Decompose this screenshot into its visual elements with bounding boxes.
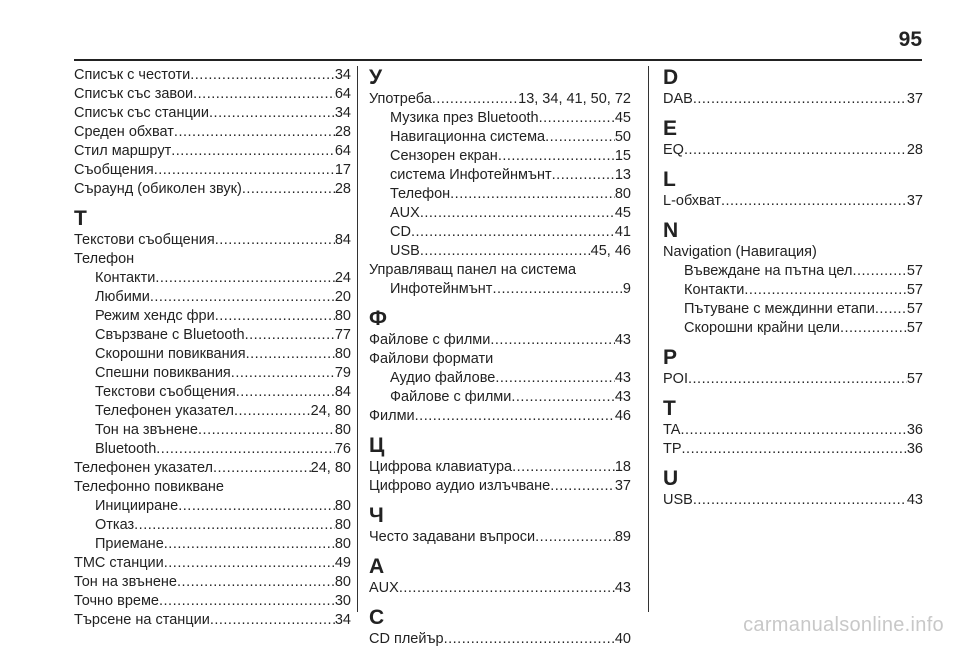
entry-page-ref: 80 [334, 517, 351, 533]
dot-leader [193, 85, 335, 104]
index-entry [663, 141, 923, 160]
entry-label: Употреба [369, 91, 432, 107]
entry-page-ref: 30 [334, 593, 351, 609]
entry-page-ref: 79 [334, 365, 351, 381]
entry-label: Списък със завои [74, 86, 194, 102]
entry-label: Телефонен указател [74, 460, 213, 476]
dot-leader [242, 180, 335, 199]
index-entry [74, 85, 351, 104]
dot-leader [840, 319, 907, 338]
dot-leader [688, 370, 907, 389]
index-subentry [369, 223, 631, 242]
entry-label: Файлове с филми [390, 389, 512, 405]
index-subentry [369, 204, 631, 223]
entry-label: Отказ [95, 517, 135, 533]
index-section [74, 207, 351, 630]
dot-leader [539, 109, 615, 128]
dot-leader [246, 345, 335, 364]
entry-label: Navigation (Навигация) [663, 244, 817, 260]
dot-leader [150, 288, 335, 307]
index-column-3 [663, 66, 923, 510]
section-letter: A [369, 555, 385, 578]
entry-label: TMC станции [74, 555, 164, 571]
entry-label: Любими [95, 289, 150, 305]
entry-page-ref: 24 [334, 270, 351, 286]
index-entry [74, 250, 351, 269]
dot-leader [545, 128, 615, 147]
entry-label: DAB [663, 91, 693, 107]
index-entry [663, 440, 923, 459]
entry-page-ref: 24, 80 [310, 460, 351, 476]
dot-leader [399, 579, 615, 598]
index-entry [663, 192, 923, 211]
entry-page-ref: 17 [334, 162, 351, 178]
index-entry [74, 180, 351, 199]
entry-page-ref: 9 [622, 281, 631, 297]
dot-leader [159, 592, 335, 611]
entry-label: система Инфотейнмънт [390, 167, 552, 183]
index-section [663, 397, 923, 459]
index-entry [74, 66, 351, 85]
dot-leader [177, 573, 335, 592]
entry-label: Точно време [74, 593, 159, 609]
index-subentry [663, 281, 923, 300]
entry-label: Съраунд (обиколен звук) [74, 181, 242, 197]
dot-leader [164, 535, 335, 554]
section-letter: Ч [369, 504, 384, 527]
entry-page-ref: 13, 34, 41, 50, 72 [518, 91, 631, 107]
entry-label: Въвеждане на пътна цел [684, 263, 853, 279]
index-subentry [74, 269, 351, 288]
dot-leader [450, 185, 615, 204]
entry-page-ref: 50 [614, 129, 631, 145]
index-entry [663, 421, 923, 440]
index-subentry [74, 516, 351, 535]
index-subentry [74, 535, 351, 554]
index-entry [663, 90, 923, 109]
dot-leader [213, 459, 311, 478]
entry-label: Режим хендс фри [95, 308, 215, 324]
index-column-1 [74, 66, 351, 630]
entry-label: Свързване с Bluetooth [95, 327, 245, 343]
entry-page-ref: 41 [614, 224, 631, 240]
index-entry [74, 573, 351, 592]
index-entry [369, 90, 631, 109]
entry-page-ref: 80 [334, 536, 351, 552]
index-section [74, 66, 351, 199]
index-subentry [74, 421, 351, 440]
dot-leader [155, 269, 335, 288]
entry-label: Телефонен указател [95, 403, 234, 419]
index-subentry [369, 147, 631, 166]
index-subentry [369, 185, 631, 204]
section-letter: D [663, 66, 679, 89]
index-subentry [663, 300, 923, 319]
entry-page-ref: 76 [334, 441, 351, 457]
dot-leader [817, 243, 923, 262]
entry-label: L-обхват [663, 193, 721, 209]
entry-page-ref: 80 [334, 498, 351, 514]
dot-leader [134, 250, 351, 269]
index-subentry [74, 383, 351, 402]
index-subentry [663, 262, 923, 281]
entry-page-ref: 28 [334, 181, 351, 197]
index-section [369, 307, 631, 426]
dot-leader [156, 440, 335, 459]
index-section [369, 66, 631, 299]
index-subentry [74, 288, 351, 307]
index-section [663, 219, 923, 338]
entry-label: Скорошни крайни цели [684, 320, 840, 336]
dot-leader [134, 516, 335, 535]
entry-label: Цифрово аудио излъчване [369, 478, 551, 494]
entry-page-ref: 15 [614, 148, 631, 164]
dot-leader [498, 147, 615, 166]
index-subentry [74, 402, 351, 421]
dot-leader [198, 421, 335, 440]
index-subentry [369, 166, 631, 185]
dot-leader [444, 630, 615, 649]
entry-page-ref: 34 [334, 612, 351, 628]
index-entry [74, 611, 351, 630]
section-letter: C [369, 606, 385, 629]
entry-page-ref: 84 [334, 384, 351, 400]
dot-leader [490, 331, 615, 350]
entry-page-ref: 80 [334, 346, 351, 362]
dot-leader [236, 383, 335, 402]
entry-label: Спешни повиквания [95, 365, 231, 381]
index-subentry [74, 307, 351, 326]
dot-leader [493, 350, 631, 369]
index-section [663, 168, 923, 211]
entry-label: Телефон [390, 186, 451, 202]
entry-label: AUX [390, 205, 420, 221]
entry-label: Среден обхват [74, 124, 174, 140]
index-subentry [74, 364, 351, 383]
entry-label: Контакти [95, 270, 156, 286]
entry-page-ref: 57 [906, 301, 923, 317]
entry-label: Филми [369, 408, 415, 424]
index-column-2 [369, 66, 631, 649]
entry-label: Управляващ панел на система [369, 262, 577, 278]
entry-label: Навигационна система [390, 129, 546, 145]
index-entry [74, 142, 351, 161]
entry-page-ref: 80 [334, 574, 351, 590]
dot-leader [174, 123, 335, 142]
entry-page-ref: 43 [614, 332, 631, 348]
entry-label: EQ [663, 142, 684, 158]
dot-leader [693, 491, 907, 510]
dot-leader [684, 141, 907, 160]
index-entry [369, 407, 631, 426]
entry-page-ref: 57 [906, 263, 923, 279]
entry-page-ref: 64 [334, 86, 351, 102]
dot-leader [245, 326, 335, 345]
entry-label: Файлови формати [369, 351, 494, 367]
index-section [663, 117, 923, 160]
entry-page-ref: 80 [334, 308, 351, 324]
entry-label: CD [390, 224, 411, 240]
index-entry [74, 123, 351, 142]
column-divider [648, 66, 649, 612]
section-letter: N [663, 219, 679, 242]
dot-leader [744, 281, 907, 300]
dot-leader [231, 364, 335, 383]
entry-page-ref: 77 [334, 327, 351, 343]
entry-label: Контакти [684, 282, 745, 298]
dot-leader [154, 161, 335, 180]
dot-leader [550, 477, 615, 496]
entry-label: Скорошни повиквания [95, 346, 246, 362]
entry-page-ref: 28 [334, 124, 351, 140]
section-letter: P [663, 346, 678, 369]
index-subentry [74, 326, 351, 345]
index-subentry [369, 280, 631, 299]
index-entry [663, 243, 923, 262]
entry-page-ref: 57 [906, 320, 923, 336]
index-section [663, 467, 923, 510]
entry-label: TP [663, 441, 682, 457]
entry-label: Стил маршрут [74, 143, 172, 159]
index-entry [369, 261, 631, 280]
index-entry [369, 528, 631, 547]
section-letter: Ф [369, 307, 387, 330]
entry-label: CD плейър [369, 631, 444, 647]
entry-page-ref: 24, 80 [310, 403, 351, 419]
dot-leader [693, 90, 907, 109]
entry-page-ref: 43 [614, 370, 631, 386]
index-section [369, 504, 631, 547]
dot-leader [209, 104, 335, 123]
dot-leader [190, 66, 335, 85]
index-section [663, 66, 923, 109]
entry-label: Често задавани въпроси [369, 529, 536, 545]
index-subentry [74, 440, 351, 459]
index-subentry [74, 345, 351, 364]
entry-page-ref: 18 [614, 459, 631, 475]
entry-page-ref: 37 [906, 91, 923, 107]
entry-page-ref: 49 [334, 555, 351, 571]
entry-label: Текстови съобщения [74, 232, 215, 248]
index-entry [74, 459, 351, 478]
index-entry [74, 592, 351, 611]
entry-label: Тон на звънене [74, 574, 178, 590]
dot-leader [432, 90, 518, 109]
entry-label: Съобщения [74, 162, 154, 178]
index-subentry [369, 388, 631, 407]
entry-label: Музика през Bluetooth [390, 110, 539, 126]
entry-label: USB [663, 492, 693, 508]
section-letter: Т [74, 207, 87, 230]
entry-label: Приемане [95, 536, 164, 552]
index-entry [369, 477, 631, 496]
index-entry [369, 579, 631, 598]
entry-label: POI [663, 371, 688, 387]
index-subentry [74, 497, 351, 516]
index-entry [369, 630, 631, 649]
entry-page-ref: 43 [906, 492, 923, 508]
entry-page-ref: 34 [334, 67, 351, 83]
entry-label: Bluetooth [95, 441, 157, 457]
entry-page-ref: 57 [906, 371, 923, 387]
index-subentry [369, 242, 631, 261]
dot-leader [552, 166, 615, 185]
dot-leader [576, 261, 631, 280]
dot-leader [495, 369, 615, 388]
index-subentry [663, 319, 923, 338]
entry-label: Тон на звънене [95, 422, 199, 438]
entry-page-ref: 36 [906, 422, 923, 438]
index-entry [663, 370, 923, 389]
index-entry [369, 331, 631, 350]
section-letter: T [663, 397, 676, 420]
page-number: 95 [898, 28, 922, 51]
dot-leader [420, 242, 591, 261]
dot-leader [171, 142, 335, 161]
entry-page-ref: 34 [334, 105, 351, 121]
dot-leader [721, 192, 907, 211]
entry-label: Текстови съобщения [95, 384, 236, 400]
section-letter: Ц [369, 434, 385, 457]
entry-label: TA [663, 422, 681, 438]
entry-label: USB [390, 243, 420, 259]
entry-label: Пътуване с междинни етапи [684, 301, 875, 317]
dot-leader [234, 402, 311, 421]
entry-page-ref: 57 [906, 282, 923, 298]
entry-page-ref: 45 [614, 205, 631, 221]
entry-page-ref: 43 [614, 580, 631, 596]
index-entry [74, 478, 351, 497]
entry-page-ref: 28 [906, 142, 923, 158]
dot-leader [492, 280, 622, 299]
entry-page-ref: 80 [614, 186, 631, 202]
dot-leader [215, 307, 335, 326]
entry-page-ref: 45 [614, 110, 631, 126]
entry-label: Търсене на станции [74, 612, 210, 628]
index-entry [74, 231, 351, 250]
entry-label: Сензорен екран [390, 148, 498, 164]
dot-leader [215, 231, 335, 250]
watermark: carmanualsonline.info [743, 614, 944, 636]
dot-leader [512, 458, 615, 477]
index-entry [74, 554, 351, 573]
entry-page-ref: 84 [334, 232, 351, 248]
dot-leader [511, 388, 615, 407]
index-section [369, 555, 631, 598]
dot-leader [164, 554, 335, 573]
index-subentry [369, 128, 631, 147]
entry-page-ref: 20 [334, 289, 351, 305]
entry-page-ref: 64 [334, 143, 351, 159]
section-letter: У [369, 66, 383, 89]
entry-label: Телефон [74, 251, 135, 267]
index-entry [74, 161, 351, 180]
entry-page-ref: 89 [614, 529, 631, 545]
entry-page-ref: 45, 46 [590, 243, 631, 259]
index-subentry [369, 109, 631, 128]
entry-label: Телефонно повикване [74, 479, 224, 495]
dot-leader [535, 528, 615, 547]
index-entry [663, 491, 923, 510]
dot-leader [420, 204, 615, 223]
entry-page-ref: 43 [614, 389, 631, 405]
section-letter: E [663, 117, 678, 140]
index-entry [369, 350, 631, 369]
entry-page-ref: 37 [906, 193, 923, 209]
index-entry [369, 458, 631, 477]
column-divider [357, 66, 358, 612]
entry-page-ref: 46 [614, 408, 631, 424]
entry-label: Аудио файлове [390, 370, 496, 386]
entry-label: AUX [369, 580, 399, 596]
dot-leader [224, 478, 351, 497]
entry-page-ref: 40 [614, 631, 631, 647]
entry-page-ref: 37 [614, 478, 631, 494]
dot-leader [415, 407, 615, 426]
dot-leader [852, 262, 906, 281]
header-rule [74, 59, 922, 61]
dot-leader [210, 611, 335, 630]
entry-page-ref: 13 [614, 167, 631, 183]
entry-label: Инфотейнмънт [390, 281, 493, 297]
dot-leader [680, 421, 906, 440]
entry-page-ref: 36 [906, 441, 923, 457]
dot-leader [411, 223, 615, 242]
dot-leader [875, 300, 907, 319]
index-section [663, 346, 923, 389]
entry-label: Иницииране [95, 498, 179, 514]
entry-label: Списък с честоти [74, 67, 191, 83]
index-entry [74, 104, 351, 123]
entry-label: Файлове с филми [369, 332, 491, 348]
dot-leader [682, 440, 907, 459]
index-subentry [369, 369, 631, 388]
entry-page-ref: 80 [334, 422, 351, 438]
section-letter: L [663, 168, 676, 191]
section-letter: U [663, 467, 679, 490]
dot-leader [178, 497, 335, 516]
index-section [369, 606, 631, 649]
entry-label: Списък със станции [74, 105, 210, 121]
index-section [369, 434, 631, 496]
entry-label: Цифрова клавиатура [369, 459, 513, 475]
